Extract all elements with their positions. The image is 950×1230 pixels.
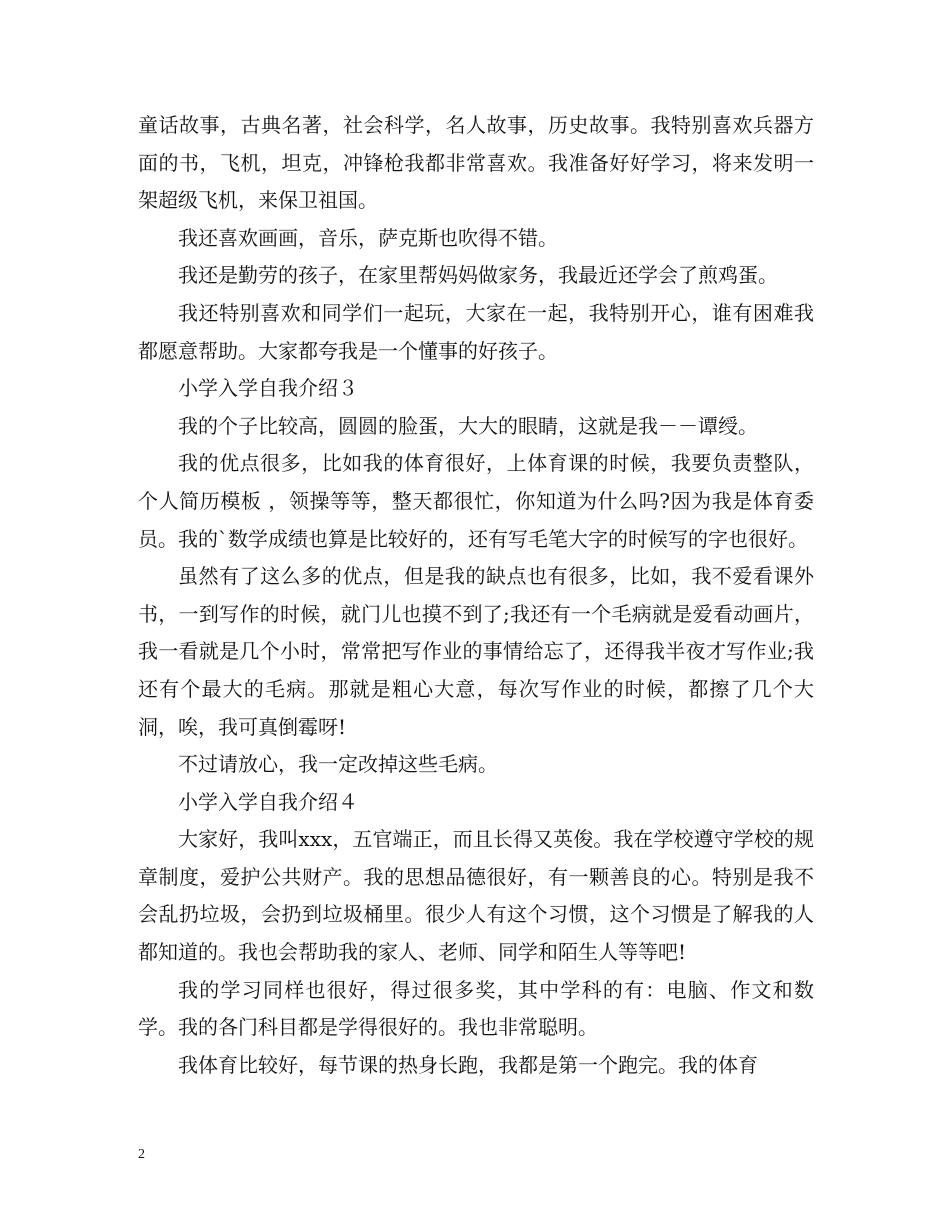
paragraph: 我的优点很多，比如我的体育很好，上体育课的时候，我要负责整队，个人简历模板 ，领操等等，整天都很忙，你知道为什么吗?因为我是体育委员。我的`数学成绩也算是比较好的，还有写毛笔大字的时候写的字也很好。: [138, 451, 814, 551]
paragraph: 我还特别喜欢和同学们一起玩，大家在一起，我特别开心，谁有困难我都愿意帮助。大家都夸我是一个懂事的好孩子。: [138, 300, 814, 363]
section-heading: 小学入学自我介绍３: [178, 376, 358, 401]
section-heading: 小学入学自我介绍４: [178, 789, 358, 814]
document-body: [138, 107, 814, 1084]
paragraph: 大家好，我叫xxx，五官端正，而且长得又英俊。我在学校遵守学校的规章制度，爱护公共财产。我的思想品德很好，有一颗善良的心。特别是我不会乱扔垃圾，会扔到垃圾桶里。很少人有这个习惯，这个习惯是了解我的人都知道的。我也会帮助我的家人、老师、同学和陌生人等等吧!: [138, 827, 814, 965]
paragraph: 我的个子比较高，圆圆的脸蛋，大大的眼睛，这就是我－－谭绶。: [178, 413, 758, 438]
paragraph: 我体育比较好，每节课的热身长跑，我都是第一个跑完。我的体育: [178, 1052, 758, 1077]
paragraph: 我还是勤劳的孩子，在家里帮妈妈做家务，我最近还学会了煎鸡蛋。: [178, 263, 778, 288]
paragraph: 我还喜欢画画，音乐，萨克斯也吹得不错。: [178, 225, 558, 250]
paragraph: 不过请放心，我一定改掉这些毛病。: [178, 752, 498, 777]
page-number: 2: [138, 1147, 145, 1162]
paragraph-continued: 童话故事，古典名著，社会科学，名人故事，历史故事。我特别喜欢兵器方面的书，飞机，坦克，冲锋枪我都非常喜欢。我准备好好学习，将来发明一架超级飞机，来保卫祖国。: [138, 113, 814, 213]
paragraph: 我的学习同样也很好，得过很多奖，其中学科的有：电脑、作文和数学。我的各门科目都是学得很好的。我也非常聪明。: [138, 977, 814, 1040]
paragraph: 虽然有了这么多的优点，但是我的缺点也有很多，比如，我不爱看课外书，一到写作的时候，就门儿也摸不到了;我还有一个毛病就是爱看动画片，我一看就是几个小时，常常把写作业的事情给忘了，还得我半夜才写作业;我还有个最大的毛病。那就是粗心大意，每次写作业的时候，都擦了几个大洞，唉，我可真倒霉呀!: [138, 564, 814, 739]
